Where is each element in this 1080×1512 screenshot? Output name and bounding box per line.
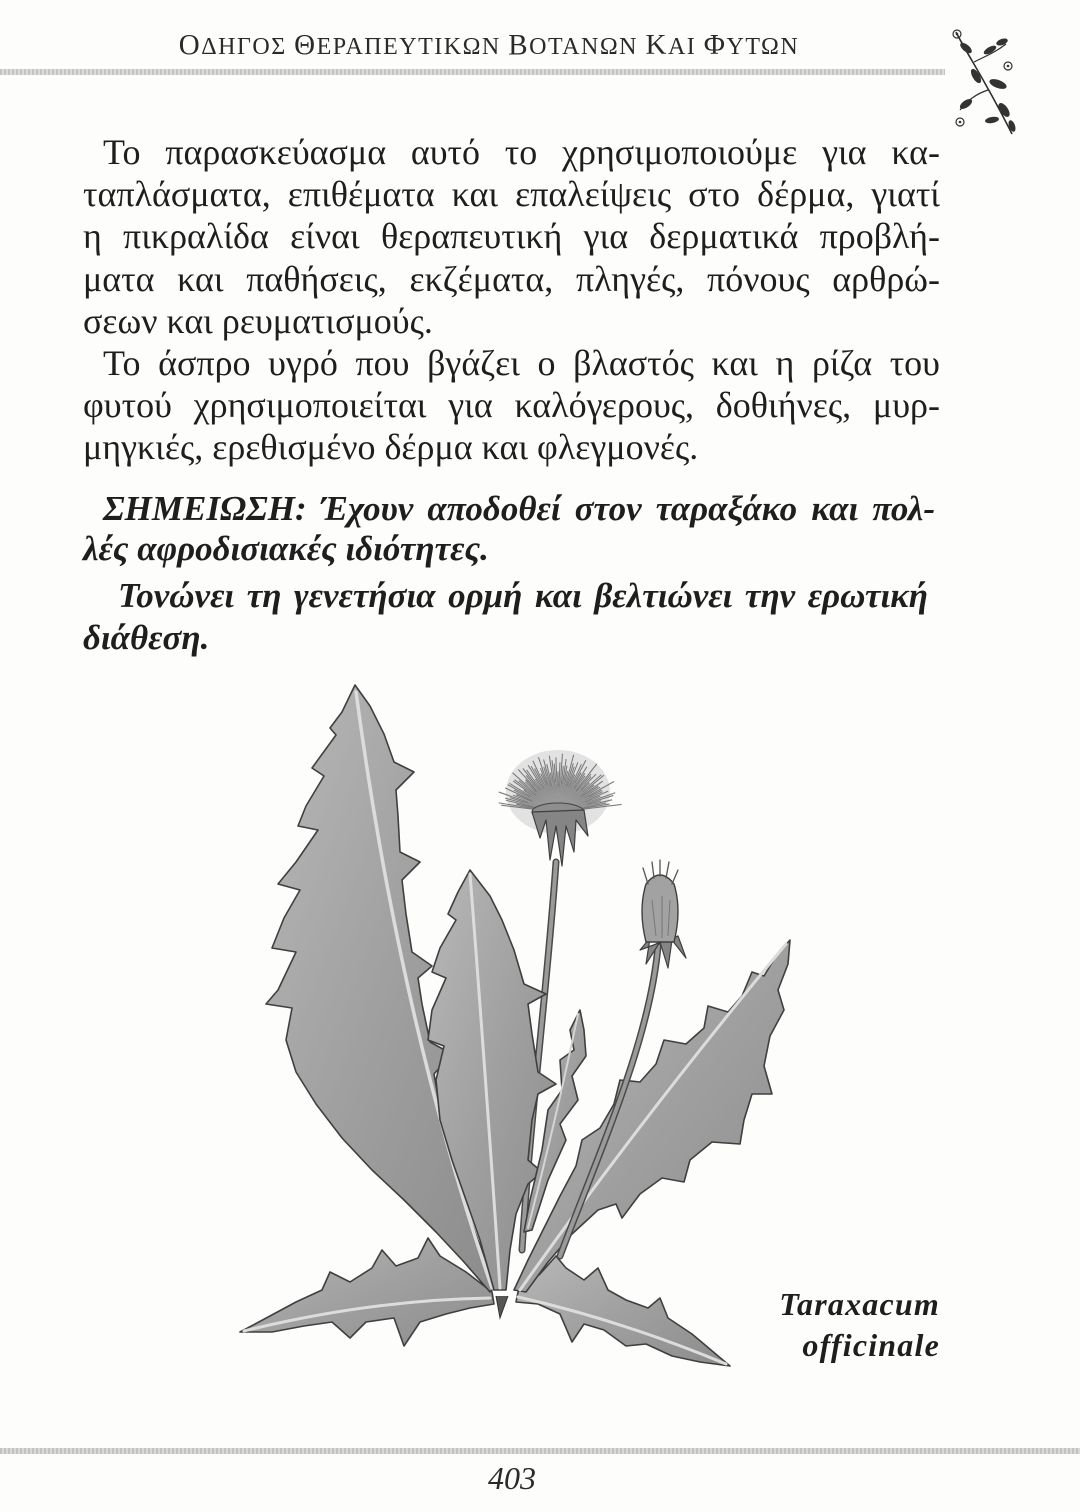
paragraph-line: μηγκιές, ερεθισμένο δέρμα και φλεγμονές. xyxy=(83,427,699,467)
root-crown xyxy=(496,1296,508,1318)
flower-head xyxy=(499,750,622,866)
running-title: ΟΔΗΓΟΣ ΘΕΡΑΠΕΥΤΙΚΩΝ ΒΟΤΑΝΩΝ ΚΑΙ ΦΥΤΩΝ xyxy=(178,29,800,61)
paragraph-line: Το άσπρο υγρό που βγάζει ο βλαστός και η ρίζα του xyxy=(103,343,940,383)
note-line: διάθεση. xyxy=(83,618,210,657)
paragraph-line: ματα και παθήσεις, εκζέματα, πληγές, πόνους αρθρώ- xyxy=(83,259,940,299)
paragraph-line: σεων και ρευματισμούς. xyxy=(83,301,433,341)
botanical-sprig-icon xyxy=(946,26,1026,141)
note-line: Τονώνει τη γενετήσια ορμή και βελτιώνει την ερωτική xyxy=(118,576,928,615)
note-line: ΣΗΜΕΙΩΣΗ: Έχουν αποδοθεί στον ταραξάκο και πολ- xyxy=(103,489,935,528)
paragraph-line: Το παρασκεύασμα αυτό το χρησιμοποιούμε για κα- xyxy=(103,132,940,172)
paragraph-line: η πικραλίδα είναι θεραπευτική για δερματικά προβλή- xyxy=(83,216,940,256)
illustration-caption-line: Taraxacum xyxy=(779,1286,940,1322)
paragraph-line: ταπλάσματα, επιθέματα και επαλείψεις στο δέρμα, γιατί xyxy=(83,174,940,214)
footer-rule xyxy=(0,1448,1080,1454)
page-number: 403 xyxy=(488,1460,536,1496)
illustration-caption-line: officinale xyxy=(802,1327,940,1363)
paragraph-line: φυτού χρησιμοποιείται για καλόγερους, δοθιήνες, μυρ- xyxy=(83,385,940,425)
note-line: λές αφροδισιακές ιδιότητες. xyxy=(83,529,489,568)
header-rule xyxy=(0,69,945,75)
flower-bud xyxy=(640,860,686,968)
